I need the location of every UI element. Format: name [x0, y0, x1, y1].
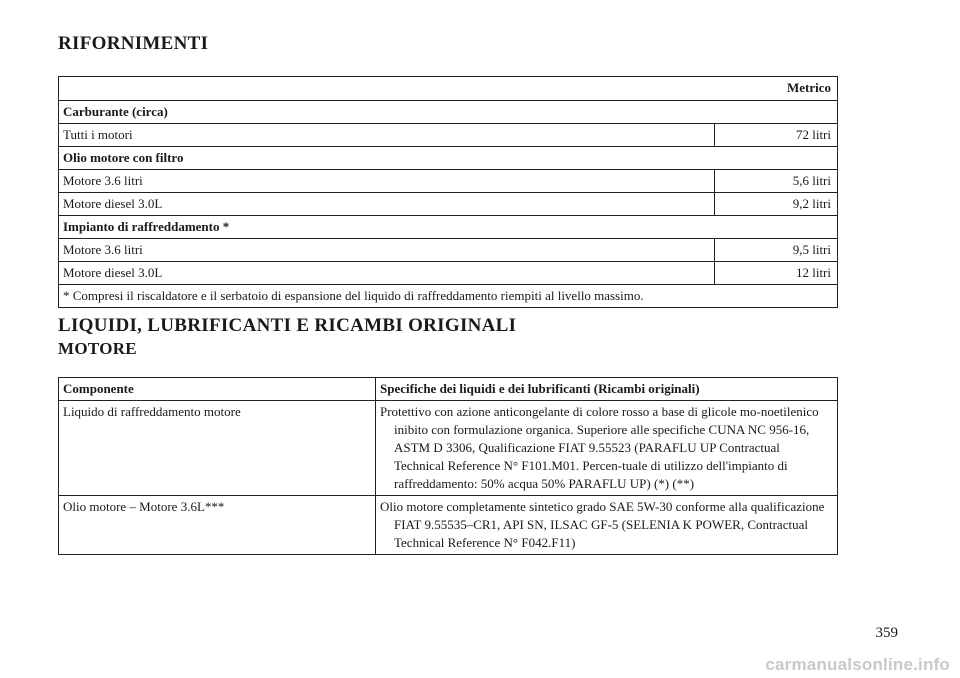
fluids-table [58, 377, 838, 555]
subsection-title: MOTORE [58, 339, 137, 358]
table-row [59, 239, 838, 262]
table-row [59, 496, 838, 555]
table-header-row [59, 77, 838, 101]
section-row-fuel [59, 101, 838, 124]
spec-cell: Protettivo con azione anticongelante di colore rosso a base di glicole mo-noetilenico inibito con formulazione organica. Superiore alle specifiche CUNA NC 956-16, ASTM D 3306, Qualificazione FIAT 9.55523 (PARAFLU UP Contractual Technical Reference N° F101.M01. Percen-tuale di utilizzo dell'impianto di raffreddamento: 50% acqua 50% PARAFLU UP) (*) (**) [376, 401, 838, 496]
component-cell: Olio motore – Motore 3.6L*** [59, 496, 376, 555]
row-label: Motore 3.6 litri [59, 239, 715, 262]
footnote: * Compresi il riscaldatore e il serbatoio di espansione del liquido di raffreddamento riempiti al livello massimo. [59, 285, 838, 308]
row-value: 12 litri [715, 262, 838, 285]
table-header-row [59, 378, 838, 401]
section-label: Carburante (circa) [59, 101, 838, 124]
section-row-cooling [59, 216, 838, 239]
header-component: Componente [59, 378, 376, 401]
table-row [59, 170, 838, 193]
row-label: Motore 3.6 litri [59, 170, 715, 193]
section-label: Impianto di raffreddamento * [59, 216, 838, 239]
page-number: 359 [875, 625, 898, 641]
table-row [59, 262, 838, 285]
section-row-oil [59, 147, 838, 170]
row-value: 9,5 litri [715, 239, 838, 262]
footnote-row [59, 285, 838, 308]
row-label: Motore diesel 3.0L [59, 262, 715, 285]
component-cell: Liquido di raffreddamento motore [59, 401, 376, 496]
section-label: Olio motore con filtro [59, 147, 838, 170]
row-label: Motore diesel 3.0L [59, 193, 715, 216]
row-value: 9,2 litri [715, 193, 838, 216]
header-spec: Specifiche dei liquidi e dei lubrificanti (Ricambi originali) [376, 378, 838, 401]
header-empty-cell [59, 77, 715, 101]
table-row [59, 124, 838, 147]
row-label: Tutti i motori [59, 124, 715, 147]
table-row [59, 193, 838, 216]
capacity-table [58, 76, 838, 308]
table-row [59, 401, 838, 496]
row-value: 5,6 litri [715, 170, 838, 193]
spec-cell: Olio motore completamente sintetico grado SAE 5W-30 conforme alla qualificazione FIAT 9.55535–CR1, API SN, ILSAC GF-5 (SELENIA K POWER, Contractual Technical Reference N° F042.F11) [376, 496, 838, 555]
watermark: carmanualsonline.info [765, 655, 950, 674]
row-value: 72 litri [715, 124, 838, 147]
section-title: LIQUIDI, LUBRIFICANTI E RICAMBI ORIGINALI [58, 315, 517, 336]
unit-header: Metrico [715, 77, 838, 101]
page-title: RIFORNIMENTI [58, 33, 209, 54]
